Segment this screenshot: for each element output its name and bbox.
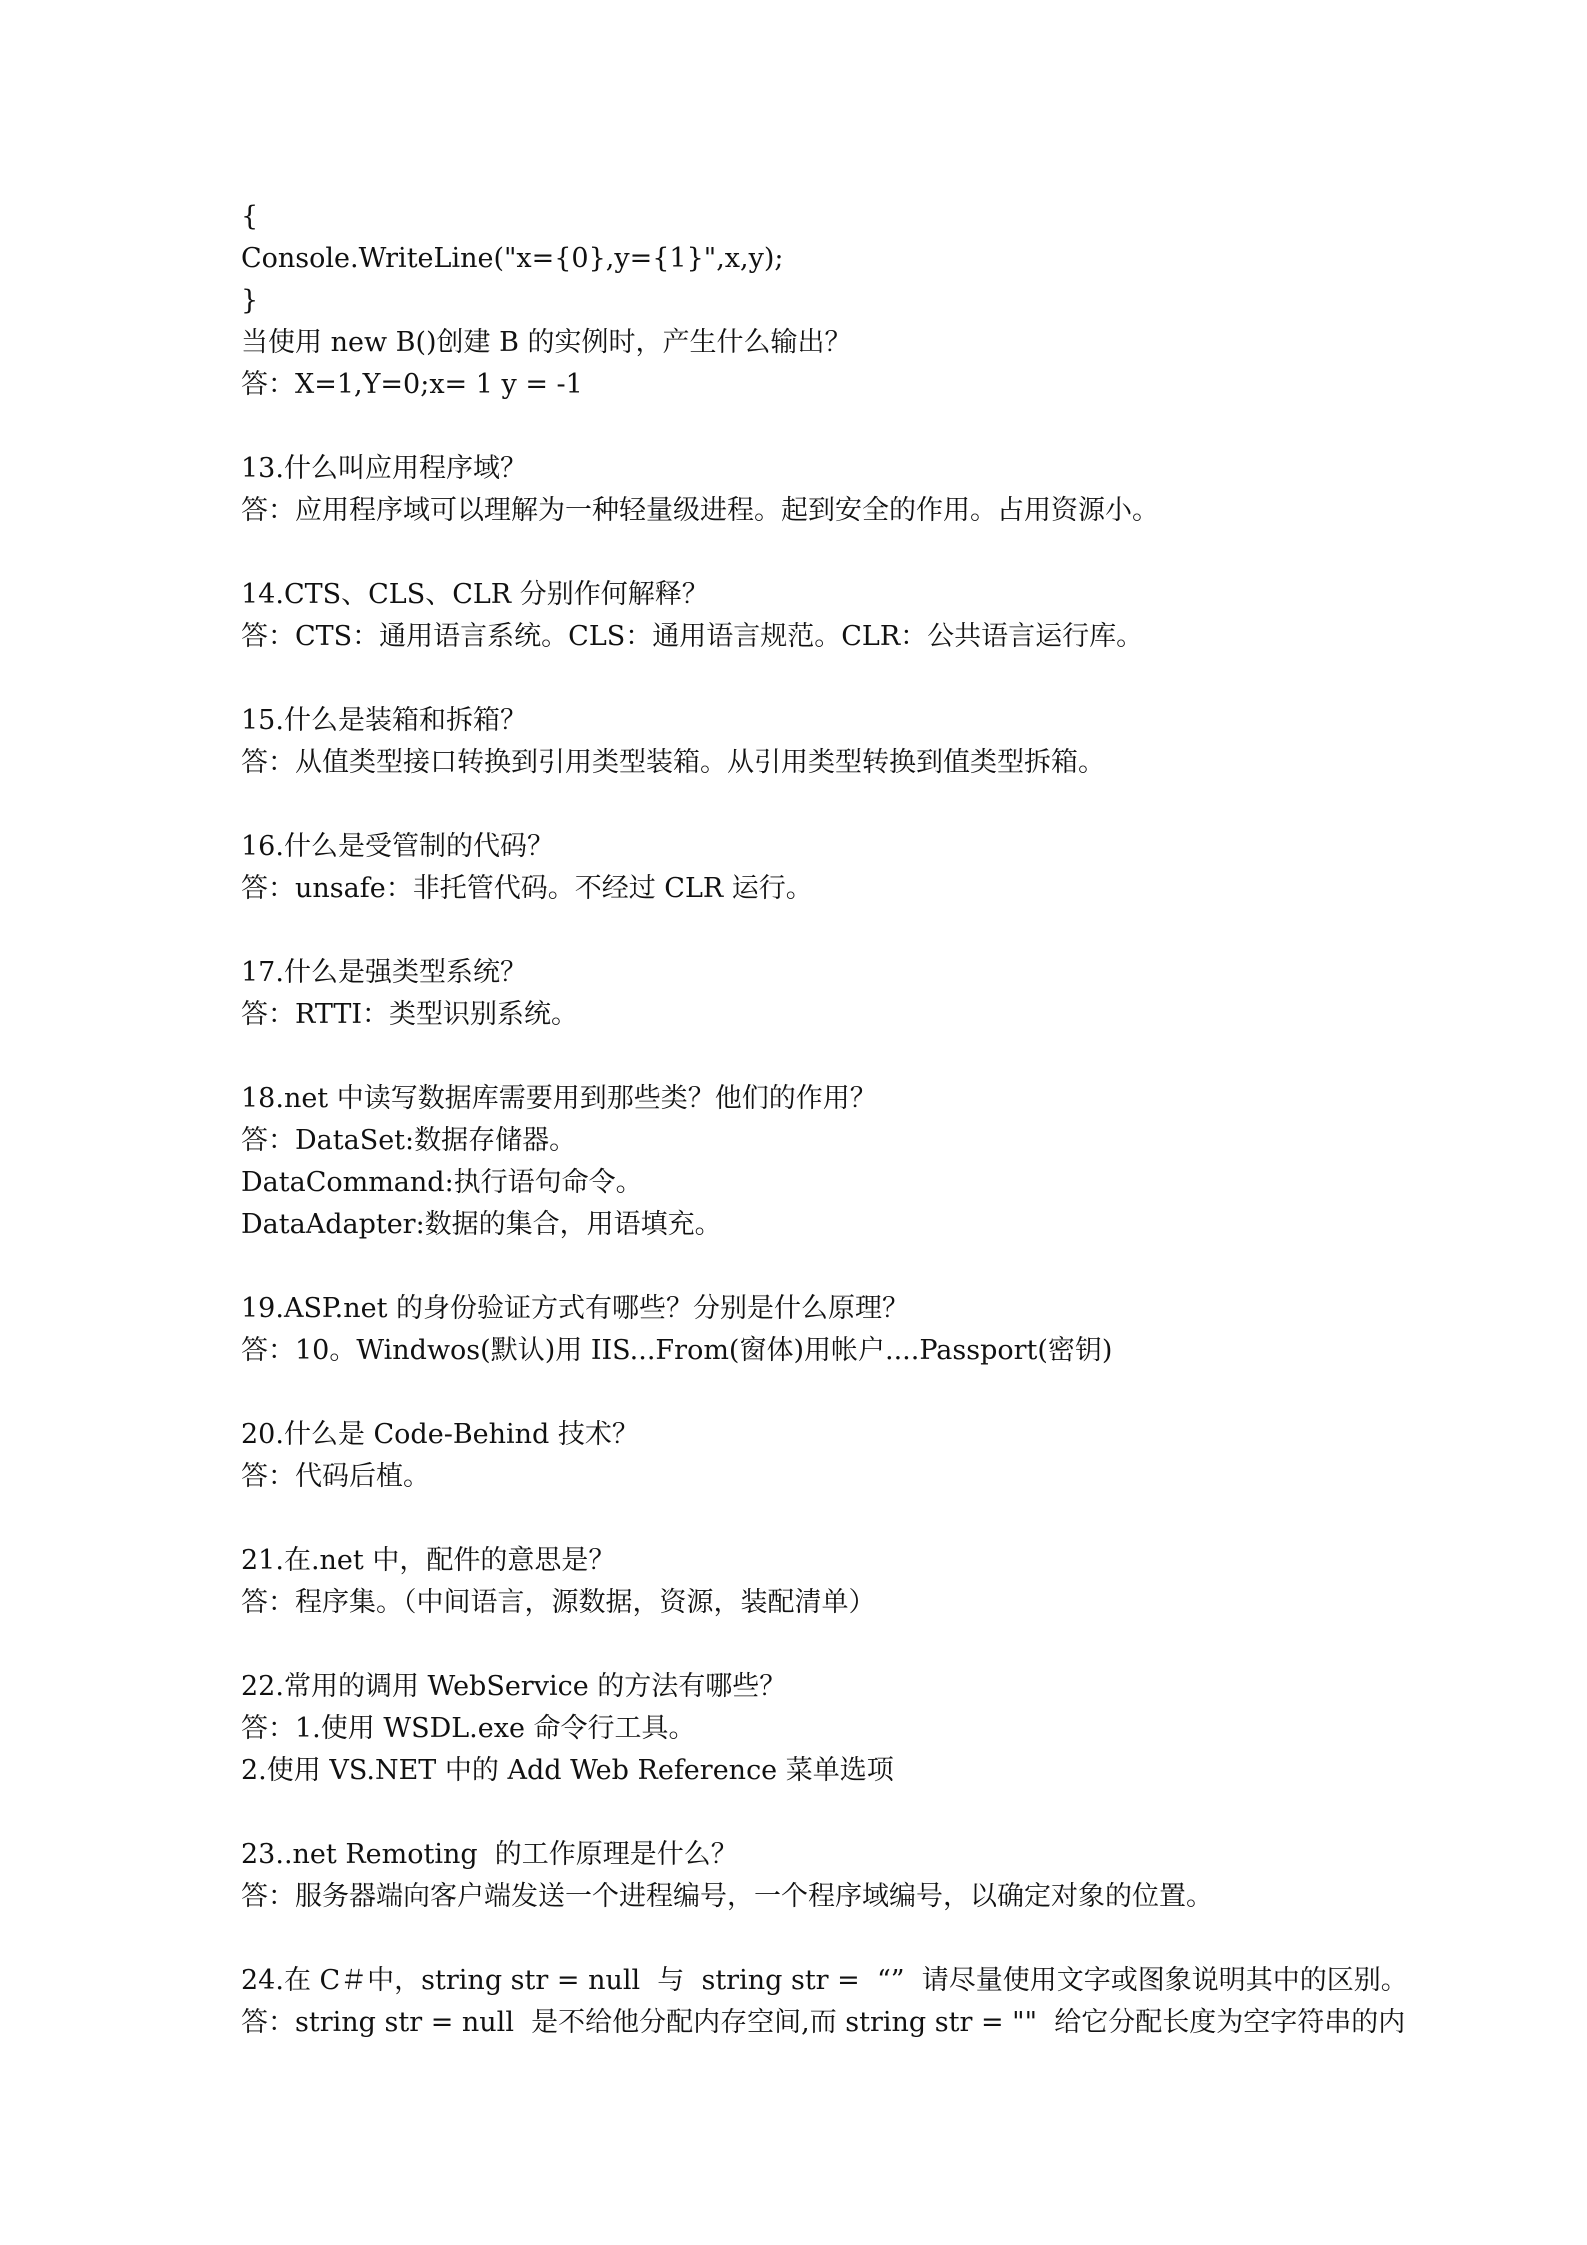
answer-24: 答：string str = null 是不给他分配内存空间,而 string str = "" 给它分配长度为空字符串的内 bbox=[241, 2007, 1406, 2038]
answer-17: 答：RTTI：类型识别系统。 bbox=[241, 999, 579, 1030]
question-19: 19.ASP.net 的身份验证方式有哪些？分别是什么原理？ bbox=[241, 1293, 910, 1324]
answer-16: 答：unsafe：非托管代码。不经过 CLR 运行。 bbox=[241, 873, 813, 904]
answer-13: 答：应用程序域可以理解为一种轻量级进程。起到安全的作用。占用资源小。 bbox=[241, 495, 1159, 526]
code-line-close-brace: } bbox=[241, 285, 259, 316]
question-23: 23..net Remoting 的工作原理是什么？ bbox=[241, 1839, 738, 1870]
answer-text: 答：X=1,Y=0;x= 1 y = -1 bbox=[241, 369, 583, 400]
question-18: 18.net 中读写数据库需要用到那些类？他们的作用？ bbox=[241, 1083, 877, 1114]
answer-19: 答：10。Windwos(默认)用 IIS...From(窗体)用帐户....Passport(密钥) bbox=[241, 1335, 1113, 1366]
question-text: 当使用 new B()创建 B 的实例时，产生什么输出？ bbox=[241, 327, 852, 358]
question-20: 20.什么是 Code-Behind 技术？ bbox=[241, 1419, 639, 1450]
question-24: 24.在 C＃中，string str = null 与 string str = “” 请尽量使用文字或图象说明其中的区别。 bbox=[241, 1965, 1408, 1996]
answer-23: 答：服务器端向客户端发送一个进程编号，一个程序域编号，以确定对象的位置。 bbox=[241, 1881, 1213, 1912]
question-16: 16.什么是受管制的代码？ bbox=[241, 831, 554, 862]
question-17: 17.什么是强类型系统？ bbox=[241, 957, 527, 988]
answer-21: 答：程序集。（中间语言，源数据，资源，装配清单） bbox=[241, 1587, 876, 1618]
code-line-open-brace: { bbox=[241, 201, 259, 232]
answer-18-line-2: DataCommand:执行语句命令。 bbox=[241, 1167, 643, 1198]
question-15: 15.什么是装箱和拆箱？ bbox=[241, 705, 527, 736]
code-line-writeline: Console.WriteLine("x={0},y={1}",x,y); bbox=[241, 243, 784, 274]
question-21: 21.在.net 中，配件的意思是？ bbox=[241, 1545, 616, 1576]
question-22: 22.常用的调用 WebService 的方法有哪些？ bbox=[241, 1671, 787, 1702]
answer-18-line-3: DataAdapter:数据的集合，用语填充。 bbox=[241, 1209, 722, 1240]
question-14: 14.CTS、CLS、CLR 分别作何解释？ bbox=[241, 579, 709, 610]
answer-18-line-1: 答：DataSet:数据存储器。 bbox=[241, 1125, 577, 1156]
answer-22-line-1: 答：1.使用 WSDL.exe 命令行工具。 bbox=[241, 1713, 696, 1744]
question-13: 13.什么叫应用程序域？ bbox=[241, 453, 527, 484]
answer-20: 答：代码后植。 bbox=[241, 1461, 430, 1492]
answer-15: 答：从值类型接口转换到引用类型装箱。从引用类型转换到值类型拆箱。 bbox=[241, 747, 1105, 778]
answer-22-line-2: 2.使用 VS.NET 中的 Add Web Reference 菜单选项 bbox=[241, 1755, 894, 1786]
answer-14: 答：CTS：通用语言系统。CLS：通用语言规范。CLR：公共语言运行库。 bbox=[241, 621, 1144, 652]
